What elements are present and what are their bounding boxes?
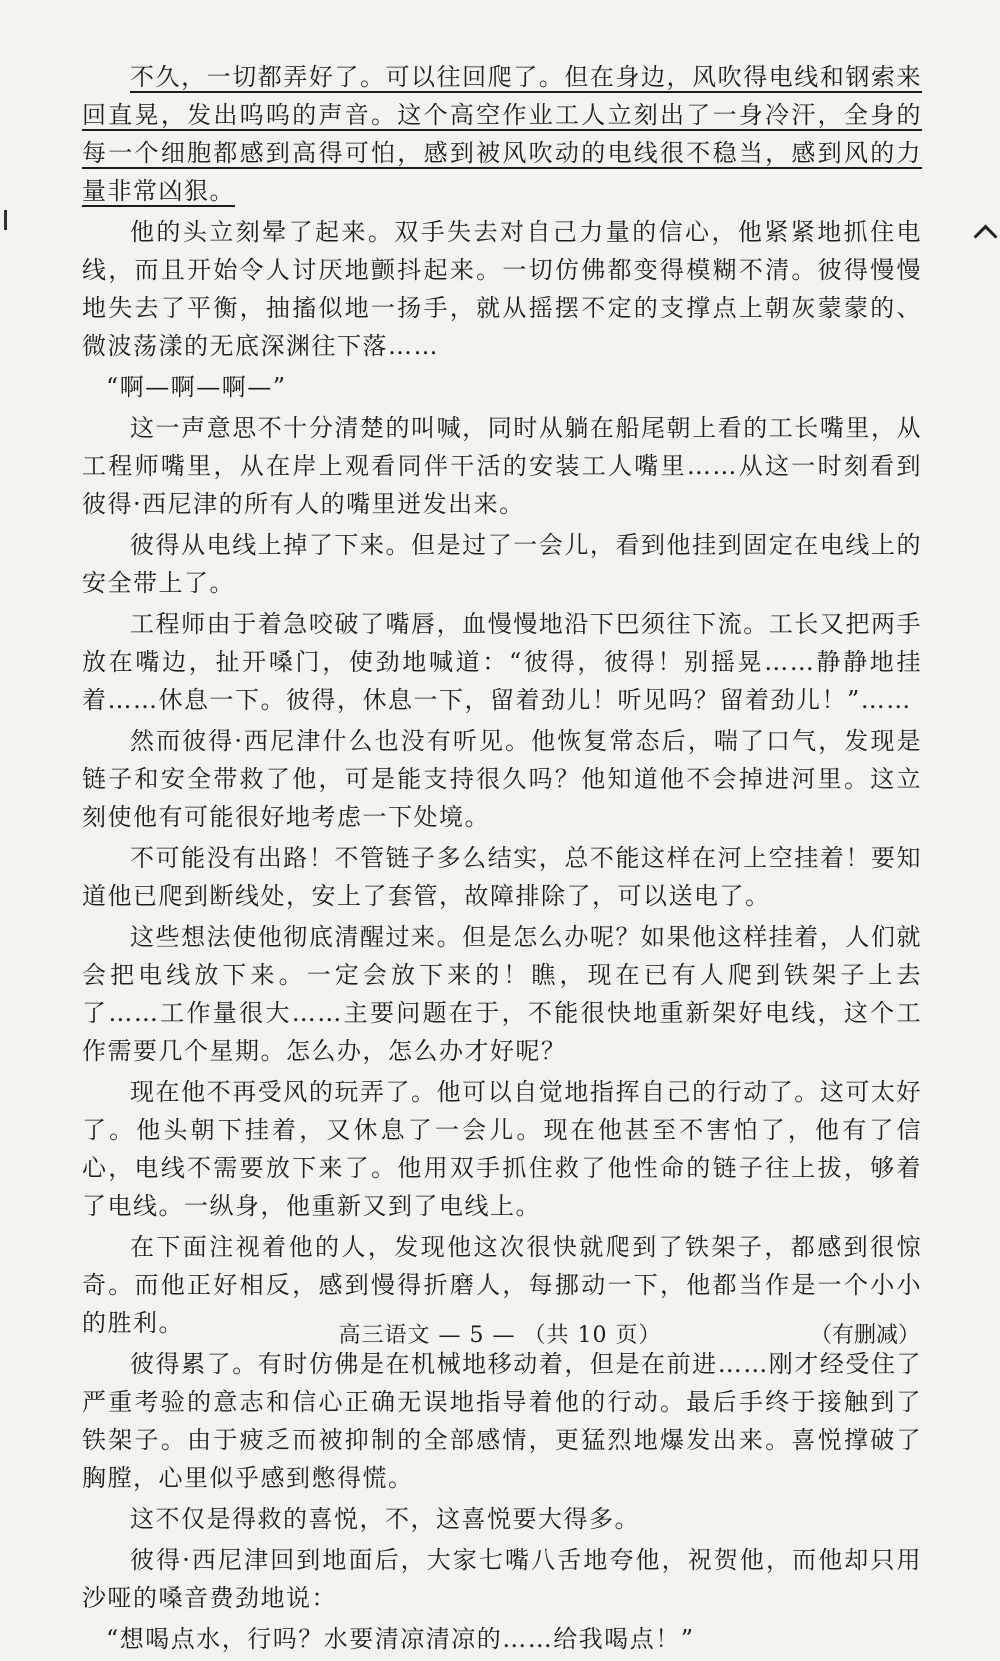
paragraph-13: 这不仅是得救的喜悦，不，这喜悦要大得多。 [130, 1505, 640, 1533]
paragraph-12: 彼得累了。有时仿佛是在机械地移动着，但是在前进……刚才经受住了严重考验的意志和信心正确无误地指导着他的行动。最后手终于接触到了铁架子。由于疲乏而被抑制的全部感情，更猛烈地爆发出来。喜悦撑破了胸膛，心里似乎感到憋得慌。 [82, 1350, 922, 1492]
paragraph-1: 不久，一切都弄好了。可以往回爬了。但在身边，风吹得电线和钢索来回直晃，发出呜呜的声音。这个高空作业工人立刻出了一身冷汗，全身的每一个细胞都感到高得可怕，感到被风吹动的电线很不稳当，感到风的力量非常凶狠。 [82, 63, 922, 205]
paragraph-10: 现在他不再受风的玩弄了。他可以自觉地指挥自己的行动了。这可太好了。他头朝下挂着，又休息了一会儿。现在他甚至不害怕了，他有了信心，电线不需要放下来了。他用双手抓住救了他性命的链子往上拔，够着了电线。一纵身，他重新又到了电线上。 [82, 1078, 922, 1220]
scan-edge-mark [4, 210, 7, 230]
paragraph-7: 然而彼得·西尼津什么也没有听见。他恢复常态后，喘了口气，发现是链子和安全带救了他，可是能支持很久吗？他知道他不会掉进河里。这立刻使他有可能很好地考虑一下处境。 [82, 727, 922, 831]
paragraph-11: 在下面注视着他的人，发现他这次很快就爬到了铁架子，都感到很惊奇。而他正好相反，感到慢得折磨人，每挪动一下，他都当作是一个小小的胜利。 [82, 1233, 922, 1337]
paragraph-4: 这一声意思不十分清楚的叫喊，同时从躺在船尾朝上看的工长嘴里，从工程师嘴里，从在岸上观看同伴干活的安装工人嘴里……从这一时刻看到彼得·西尼津的所有人的嘴里迸发出来。 [82, 414, 922, 518]
paragraph-2: 他的头立刻晕了起来。双手失去对自己力量的信心，他紧紧地抓住电线，而且开始令人讨厌地颤抖起来。一切仿佛都变得模糊不清。彼得慢慢地失去了平衡，抽搐似地一扬手，就从摇摆不定的支撑点上朝灰蒙蒙的、微波荡漾的无底深渊往下落…… [82, 218, 922, 360]
paragraph-14: 彼得·西尼津回到地面后，大家七嘴八舌地夸他，祝贺他，而他却只用沙哑的嗓音费劲地说： [82, 1546, 922, 1612]
paragraph-15: “想喝点水，行吗？水要清凉清凉的……给我喝点！” [106, 1625, 695, 1653]
page-number: 高三语文 — 5 — （共 10 页） [338, 1323, 662, 1348]
paragraph-9: 这些想法使他彻底清醒过来。但是怎么办呢？如果他这样挂着，人们就会把电线放下来。一定会放下来的！瞧，现在已有人爬到铁架子上去了……工作量很大……主要问题在于，不能很快地重新架好电线，这个工作需要几个星期。怎么办，怎么办才好呢？ [82, 923, 922, 1065]
scan-margin-mark [973, 224, 997, 248]
paragraph-5: 彼得从电线上掉了下来。但是过了一会儿，看到他挂到固定在电线上的安全带上了。 [82, 531, 922, 597]
abridged-note: （有删减） [809, 1323, 920, 1348]
paragraph-6: 工程师由于着急咬破了嘴唇，血慢慢地沿下巴须往下流。工长又把两手放在嘴边，扯开嗓门，使劲地喊道：“彼得，彼得！别摇晃……静静地挂着……休息一下。彼得，休息一下，留着劲儿！听见吗？留着劲儿！”…… [82, 610, 922, 714]
reading-passage [82, 58, 922, 1661]
paragraph-8: 不可能没有出路！不管链子多么结实，总不能这样在河上空挂着！要知道他已爬到断线处，安上了套管，故障排除了，可以送电了。 [82, 844, 922, 910]
page-footer [0, 1318, 1000, 1358]
paragraph-3: “啊—啊—啊—” [106, 373, 287, 401]
